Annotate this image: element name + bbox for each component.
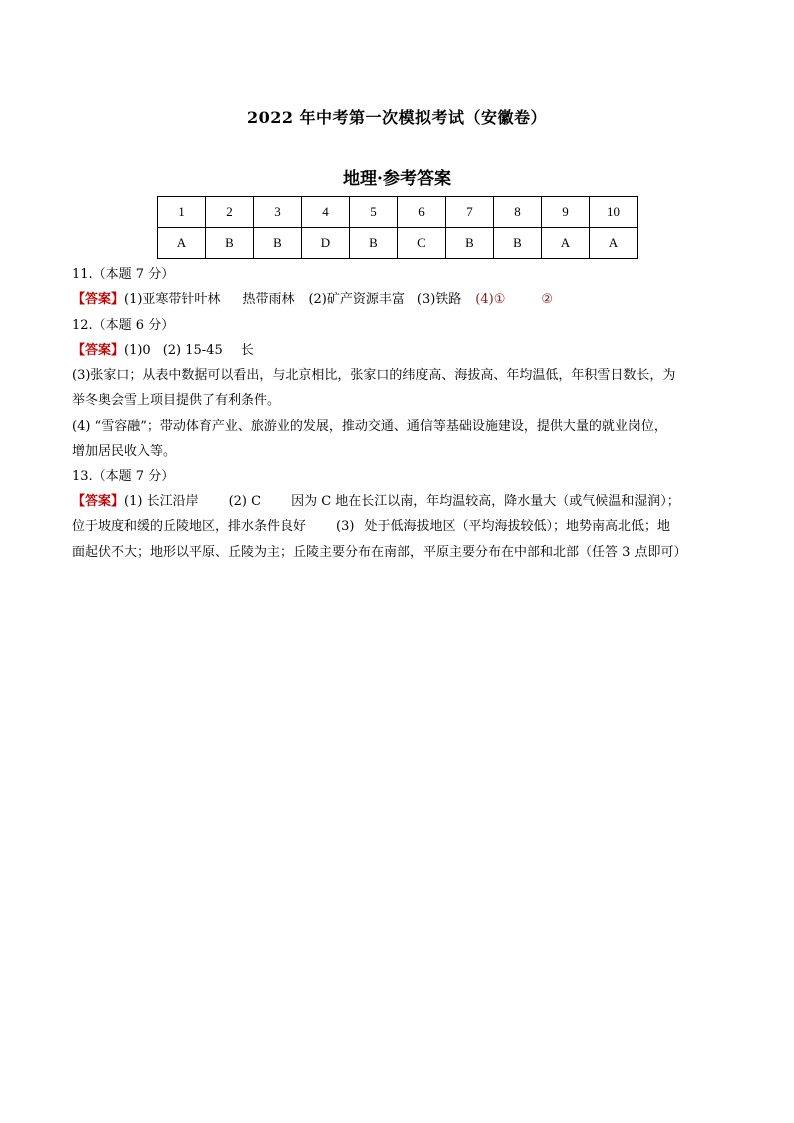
question-number: 9	[542, 197, 590, 228]
document-subtitle: 地理·参考答案	[343, 169, 451, 189]
question-number: 3	[254, 197, 302, 228]
question-number: 1	[158, 197, 206, 228]
q13-answer-2: (2) C	[228, 494, 262, 509]
q11-answer-2: (2)矿产资源丰富	[308, 292, 405, 307]
q12-answer-2b: 长	[240, 343, 254, 358]
question-number: 2	[206, 197, 254, 228]
q13-heading: 13.（本题 7 分）	[72, 469, 175, 484]
document-title: 2022 年中考第一次模拟考试（安徽卷）	[246, 108, 548, 127]
answer-tag: 【答案】	[72, 343, 125, 358]
q13-answer-3: 处于低海拔地区（平均海拔较低）；地势南高北低；地	[364, 519, 670, 534]
question-number-row	[158, 197, 638, 228]
answer-cell: B	[494, 228, 542, 259]
q12-answer-line	[72, 341, 732, 361]
question-number: 8	[494, 197, 542, 228]
answer-cell: A	[542, 228, 590, 259]
answer-key-table	[157, 196, 638, 259]
q11-answer-4b: ②	[541, 292, 554, 307]
q12-heading: 12.（本题 6 分）	[72, 318, 175, 333]
q12-answer-2: (2) 15-45	[162, 343, 223, 358]
answer-tag: 【答案】	[72, 292, 125, 307]
q11-answer-line	[72, 290, 732, 310]
q13-answer-line1	[72, 492, 732, 512]
question-number: 10	[590, 197, 638, 228]
question-number: 7	[446, 197, 494, 228]
q12-answer-4-line2: 增加居民收入等。	[72, 444, 177, 459]
answer-cell: C	[398, 228, 446, 259]
answer-cell: B	[350, 228, 398, 259]
q11-answer-3: (3)铁路	[416, 292, 462, 307]
q13-answer-line2	[72, 517, 732, 537]
answer-cell: B	[254, 228, 302, 259]
q11-heading: 11.（本题 7 分）	[72, 267, 175, 282]
answer-cell: D	[302, 228, 350, 259]
answer-tag: 【答案】	[72, 494, 125, 509]
q11-answer-1: (1)亚寒带针叶林	[124, 292, 221, 307]
q11-answer-4: (4)①	[475, 292, 506, 307]
q13-answer-line3: 面起伏不大；地形以平原、丘陵为主；丘陵主要分布在南部，平原主要分布在中部和北部（任答 3 点即可）	[72, 545, 687, 560]
q12-answer-3-line2: 举冬奥会雪上项目提供了有利条件。	[72, 393, 281, 408]
answer-cell: B	[206, 228, 254, 259]
answer-row	[158, 228, 638, 259]
answer-cell: B	[446, 228, 494, 259]
q13-answer-2-reason: 因为 C 地在长江以南，年均温较高，降水量大（或气候温和湿润）；	[291, 494, 680, 509]
question-number: 4	[302, 197, 350, 228]
q13-answer-3-label: (3)	[336, 519, 355, 534]
q12-answer-3-line1: (3)张家口；从表中数据可以看出，与北京相比，张家口的纬度高、海拔高、年均温低，年积雪日数长，为	[72, 368, 676, 383]
question-number: 6	[398, 197, 446, 228]
q11-answer-1b: 热带雨林	[242, 292, 295, 307]
q12-answer-1: (1)0	[124, 343, 151, 358]
question-number: 5	[350, 197, 398, 228]
q13-answer-2-reason-cont: 位于坡度和缓的丘陵地区，排水条件良好	[72, 519, 307, 534]
answer-cell: A	[158, 228, 206, 259]
q13-answer-1: (1) 长江沿岸	[124, 494, 199, 509]
answer-cell: A	[590, 228, 638, 259]
q12-answer-4-line1: (4) “雪容融”；带动体育产业、旅游业的发展，推动交通、通信等基础设施建设，提供大量的就业岗位，	[72, 419, 667, 434]
